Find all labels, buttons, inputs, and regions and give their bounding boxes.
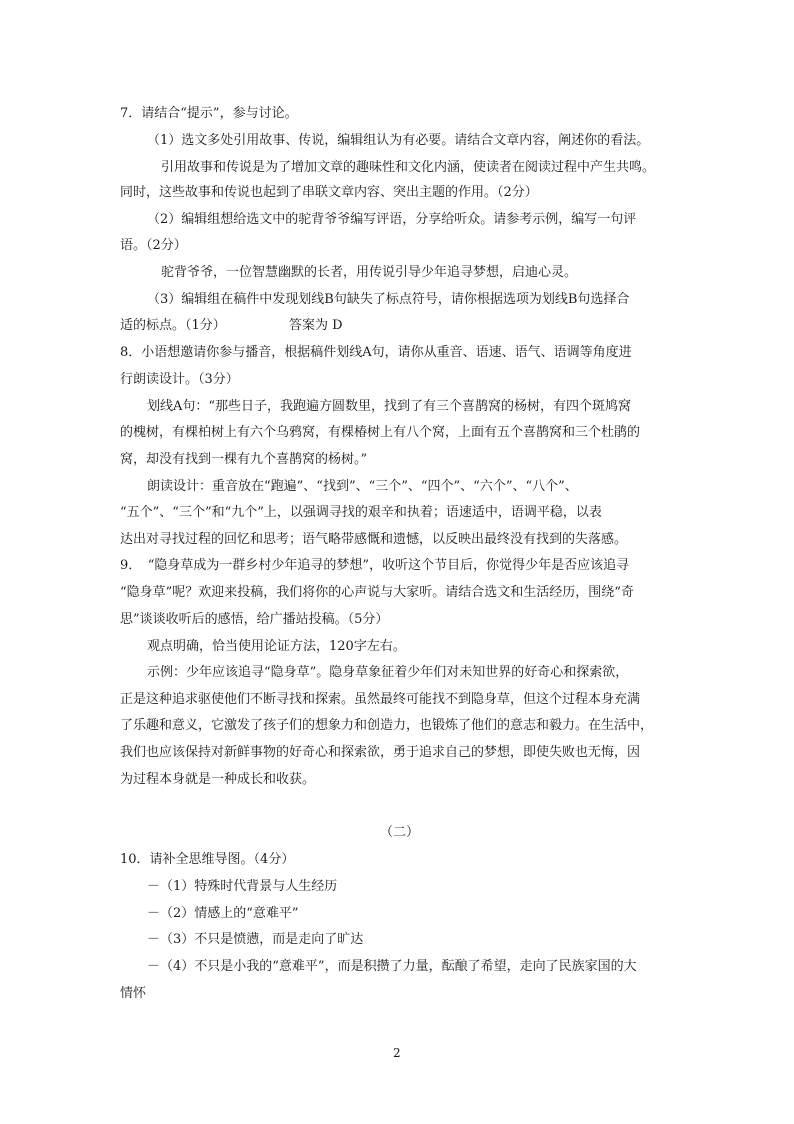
q7-sub2-prompt-cont: 语。（2分） <box>120 238 187 253</box>
q9-requirement: 观点明确，恰当使用论证方法，120字左右。 <box>147 639 406 654</box>
q9-example-cont-1: 正是这种追求驱使他们不断寻找和探索。虽然最终可能找不到隐身草，但这个过程本身充满 <box>120 692 641 707</box>
q10-item-4: －（4）不只是小我的“意难平”，而是积攒了力量，酝酿了希望，走向了民族家国的大 <box>147 959 637 974</box>
q7-heading: 7．请结合“提示”，参与讨论。 <box>120 106 298 121</box>
q10-item-3: －（3）不只是愤懑，而是走向了旷达 <box>147 932 364 947</box>
q7-sub1-prompt: （1）选文多处引用故事、传说，编辑组认为有必要。请结合文章内容，阐述你的看法。 <box>147 133 650 148</box>
q8-design-cont-1: “五个”、“三个”和“九个”上，以强调寻找的艰辛和执着；语速适中，语调平稳，以表 <box>120 505 602 520</box>
q10-item-1: －（1）特殊时代背景与人生经历 <box>147 879 338 894</box>
q9-example-cont-4: 为过程本身就是一种成长和收获。 <box>120 772 316 787</box>
q7-sub2-prompt: （2）编辑组想给选文中的驼背爷爷编写评语，分享给听众。请参考示例，编写一句评 <box>147 212 637 227</box>
q8-design-cont-2: 达出对寻找过程的回忆和思考；语气略带感慨和遗憾，以反映出最终没有找到的失落感。 <box>120 532 628 547</box>
q9-example-cont-3: 我们也应该保持对新鲜事物的好奇心和探索欲，勇于追求自己的梦想，即使失败也无悔，因 <box>120 745 641 760</box>
q8-quote-cont-1: 的槐树，有棵柏树上有六个乌鸦窝，有棵椿树上有八个窝，上面有五个喜鹊窝和三个杜鹃的 <box>120 425 641 440</box>
q10-item-2: －（2）情感上的“意难平” <box>147 906 299 921</box>
q9-heading-cont-2: 思”谈谈收听后的感悟，给广播站投稿。（5分） <box>120 612 389 627</box>
q7-sub1-answer-cont: 同时，这些故事和传说也起到了串联文章内容、突出主题的作用。（2分） <box>120 185 538 200</box>
q9-example: 示例：少年应该追寻“隐身草”。隐身草象征着少年们对未知世界的好奇心和探索欲， <box>147 665 629 680</box>
section-heading: （二） <box>380 825 420 840</box>
q7-sub1-answer: 引用故事和传说是为了增加文章的趣味性和文化内涵，使读者在阅读过程中产生共鸣。 <box>161 160 656 175</box>
q8-heading: 8．小语想邀请你参与播音，根据稿件划线A句，请你从重音、语速、语气、语调等角度进 <box>120 345 632 360</box>
q7-sub3-answer: 答案为 D <box>289 318 343 333</box>
q9-example-cont-2: 了乐趣和意义，它激发了孩子们的想象力和创造力，也锻炼了他们的意志和毅力。在生活中， <box>120 718 654 733</box>
q7-sub3-prompt-cont: 适的标点。（1分） <box>120 318 226 333</box>
q7-sub2-answer: 驼背爷爷，一位智慧幽默的长者，用传说引导少年追寻梦想，启迪心灵。 <box>161 265 578 280</box>
q8-design: 朗读设计：重音放在“跑遍”、“找到”、“三个”、“四个”、“六个”、“八个”、 <box>147 479 578 494</box>
q7-sub3-prompt: （3）编辑组在稿件中发现划线B句缺失了标点符号，请你根据选项为划线B句选择合 <box>147 292 630 307</box>
q9-heading: 9． “隐身草成为一群乡村少年追寻的梦想”，收听这个节目后，你觉得少年是否应该追寻 <box>120 558 630 573</box>
page-number: 2 <box>393 1046 401 1060</box>
q8-quote-cont-2: 窝，却没有找到一棵有九个喜鹊窝的杨树。” <box>120 452 368 467</box>
q8-quote: 划线A句：“那些日子，我跑遍方圆数里，找到了有三个喜鹊窝的杨树，有四个斑鸠窝 <box>147 399 632 414</box>
q10-item-4-cont: 情怀 <box>120 986 147 1001</box>
q8-heading-cont: 行朗读设计。（3分） <box>120 372 239 387</box>
q9-heading-cont-1: “隐身草”呢？欢迎来投稿，我们将你的心声说与大家听。请结合选文和生活经历，围绕“奇 <box>120 585 634 600</box>
q10-heading: 10．请补全思维导图。（4分） <box>120 852 295 867</box>
